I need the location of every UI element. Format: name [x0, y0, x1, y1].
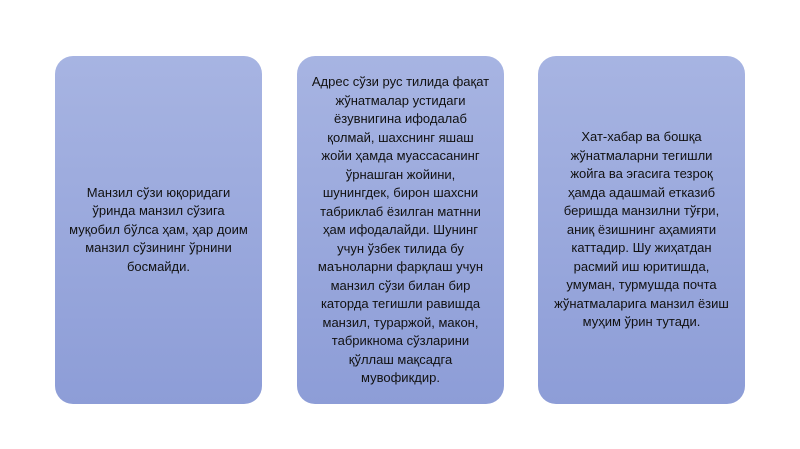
- info-card-adres: [297, 56, 504, 404]
- info-card-xat-xabar: [538, 56, 745, 404]
- card-text: Адрес сўзи рус тилида фақат жўнатмалар устидаги ёзувнигина ифодалаб қолмай, шахснинг яшаш жойи ҳамда муассасанинг ўрнашган жойини, шунингдек, бирон шахсни табриклаб ёзилган матнни ҳам ифодалайди. Шунинг учун ўзбек тилида бу маъноларни фарқлаш учун манзил сўзи билан бир каторда тегишли равишда манзил, тураржой, макон, табрикнома сўзларини қўллаш мақсадга мувофикдир.: [311, 74, 490, 385]
- card-text: Хат-хабар ва бошқа жўнатмаларни тегишли жойга ва эгасига тезроқ ҳамда адашмай етказиб беришда манзилни тўғри, аниқ ёзишнинг аҳамияти каттадир. Шу жиҳатдан расмий иш юритишда, умуман, турмушда почта жўнатмаларига манзил ёзиш муҳим ўрин тутади.: [554, 129, 729, 330]
- card-text: Манзил сўзи юқоридаги ўринда манзил сўзига муқобил бўлса ҳам, ҳар доим манзил сўзининг ўрнини босмайди.: [69, 184, 248, 274]
- info-card-manzil: [55, 56, 262, 404]
